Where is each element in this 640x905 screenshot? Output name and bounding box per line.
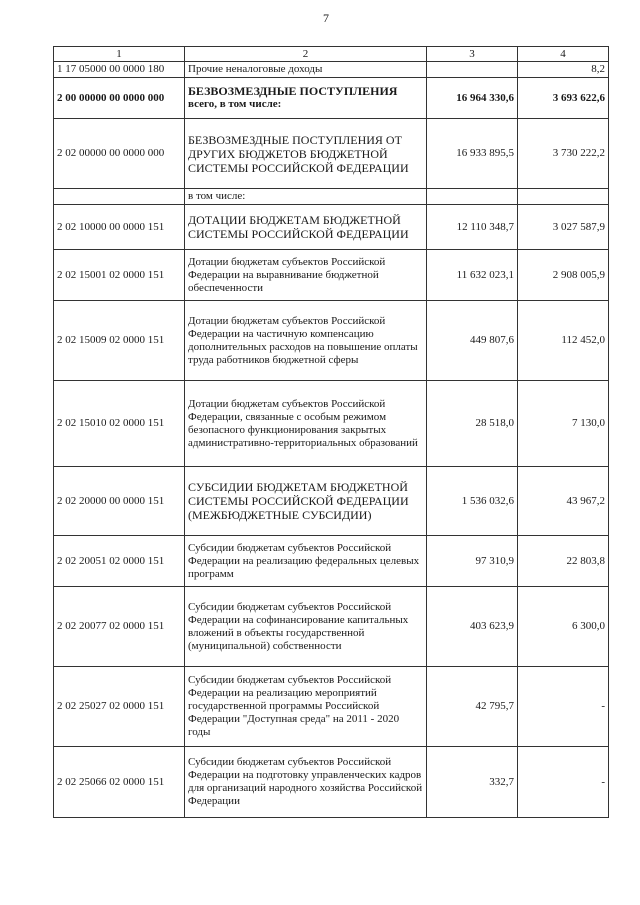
row-value-col3: 449 807,6	[427, 301, 518, 381]
row-code: 2 02 20000 00 0000 151	[54, 467, 185, 536]
row-value-col3: 16 933 895,5	[427, 119, 518, 189]
page-number: 7	[323, 11, 329, 25]
row-value-col3: 16 964 330,6	[427, 78, 518, 119]
table-row	[54, 301, 609, 381]
row-value-col4	[518, 189, 609, 205]
table-row	[54, 587, 609, 667]
row-value-col4: 3 730 222,2	[518, 119, 609, 189]
row-name: СУБСИДИИ БЮДЖЕТАМ БЮДЖЕТНОЙ СИСТЕМЫ РОССИЙСКОЙ ФЕДЕРАЦИИ (МЕЖБЮДЖЕТНЫЕ СУБСИДИИ)	[185, 467, 427, 536]
row-value-col3: 403 623,9	[427, 587, 518, 667]
row-value-col4: 6 300,0	[518, 587, 609, 667]
row-value-col4: 22 803,8	[518, 536, 609, 587]
row-code: 2 02 15009 02 0000 151	[54, 301, 185, 381]
row-value-col3: 332,7	[427, 747, 518, 818]
row-code: 2 02 20051 02 0000 151	[54, 536, 185, 587]
row-name: Дотации бюджетам субъектов Российской Федерации на частичную компенсацию дополнительных расходов на повышение оплаты труда работников бюджетной сферы	[185, 301, 427, 381]
row-code: 2 02 20077 02 0000 151	[54, 587, 185, 667]
budget-revenue-table	[53, 46, 609, 818]
row-value-col4: 7 130,0	[518, 381, 609, 467]
row-value-col4: 8,2	[518, 62, 609, 78]
row-value-col4: 3 693 622,6	[518, 78, 609, 119]
row-name: Субсидии бюджетам субъектов Российской Федерации на реализацию федеральных целевых программ	[185, 536, 427, 587]
row-value-col4: 3 027 587,9	[518, 205, 609, 250]
row-name-subtitle: всего, в том числе:	[188, 98, 282, 110]
row-name: Прочие неналоговые доходы	[185, 62, 427, 78]
row-name: Субсидии бюджетам субъектов Российской Федерации на подготовку управленческих кадров для организаций народного хозяйства Российской Федерации	[185, 747, 427, 818]
row-name: Субсидии бюджетам субъектов Российской Федерации на реализацию мероприятий государственной программы Российской Федерации "Доступная среда" на 2011 - 2020 годы	[185, 667, 427, 747]
table-row	[54, 205, 609, 250]
row-value-col3: 28 518,0	[427, 381, 518, 467]
row-value-col4: 2 908 005,9	[518, 250, 609, 301]
row-code	[54, 189, 185, 205]
table-row	[54, 62, 609, 78]
row-name-title: БЕЗВОЗМЕЗДНЫЕ ПОСТУПЛЕНИЯ	[188, 84, 398, 98]
row-code: 2 02 25027 02 0000 151	[54, 667, 185, 747]
table-row	[54, 381, 609, 467]
table-header-row	[54, 47, 609, 62]
table-row-total	[54, 78, 609, 119]
row-value-col3: 1 536 032,6	[427, 467, 518, 536]
row-code: 2 02 00000 00 0000 000	[54, 119, 185, 189]
row-name: Дотации бюджетам субъектов Российской Федерации на выравнивание бюджетной обеспеченности	[185, 250, 427, 301]
row-name	[185, 78, 427, 119]
table-row	[54, 667, 609, 747]
row-value-col3: 11 632 023,1	[427, 250, 518, 301]
row-value-col4: -	[518, 667, 609, 747]
row-value-col3	[427, 189, 518, 205]
table-row	[54, 536, 609, 587]
row-code: 2 00 00000 00 0000 000	[54, 78, 185, 119]
table-row	[54, 250, 609, 301]
row-code: 2 02 15010 02 0000 151	[54, 381, 185, 467]
column-number-1: 1	[54, 47, 185, 62]
column-number-2: 2	[185, 47, 427, 62]
row-value-col3: 97 310,9	[427, 536, 518, 587]
column-number-4: 4	[518, 47, 609, 62]
row-name: в том числе:	[185, 189, 427, 205]
table-row	[54, 467, 609, 536]
row-name: Дотации бюджетам субъектов Российской Федерации, связанные с особым режимом безопасного функционирования закрытых административно-территориальных образований	[185, 381, 427, 467]
row-value-col4: -	[518, 747, 609, 818]
row-code: 2 02 25066 02 0000 151	[54, 747, 185, 818]
table-row	[54, 119, 609, 189]
row-code: 1 17 05000 00 0000 180	[54, 62, 185, 78]
row-code: 2 02 15001 02 0000 151	[54, 250, 185, 301]
row-code: 2 02 10000 00 0000 151	[54, 205, 185, 250]
table-row	[54, 747, 609, 818]
row-value-col4: 43 967,2	[518, 467, 609, 536]
row-name: ДОТАЦИИ БЮДЖЕТАМ БЮДЖЕТНОЙ СИСТЕМЫ РОССИЙСКОЙ ФЕДЕРАЦИИ	[185, 205, 427, 250]
row-name: БЕЗВОЗМЕЗДНЫЕ ПОСТУПЛЕНИЯ ОТ ДРУГИХ БЮДЖЕТОВ БЮДЖЕТНОЙ СИСТЕМЫ РОССИЙСКОЙ ФЕДЕРАЦИИ	[185, 119, 427, 189]
row-value-col3: 12 110 348,7	[427, 205, 518, 250]
table-row	[54, 189, 609, 205]
row-value-col3: 42 795,7	[427, 667, 518, 747]
row-value-col4: 112 452,0	[518, 301, 609, 381]
row-value-col3	[427, 62, 518, 78]
column-number-3: 3	[427, 47, 518, 62]
row-name: Субсидии бюджетам субъектов Российской Федерации на софинансирование капитальных вложений в объекты государственной (муниципальной) собственности	[185, 587, 427, 667]
